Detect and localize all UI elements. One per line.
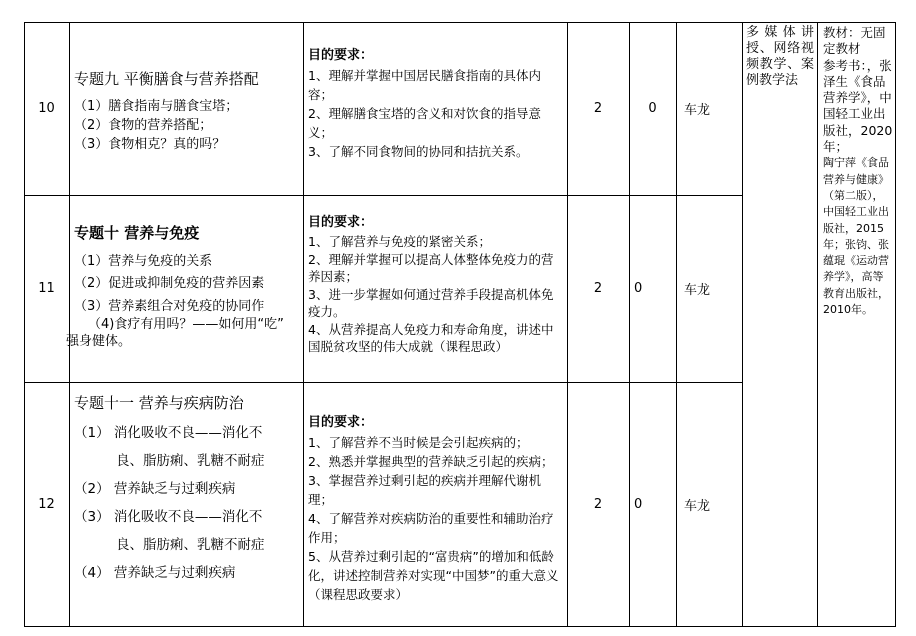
requirement-item: 3、进一步掌握如何通过营养手段提高机体免疫力。 (308, 286, 554, 319)
table-border-right (895, 22, 896, 627)
subtopic-item: （4)食疗有用吗？——如何用“吃” (88, 317, 284, 332)
teacher-name: 车龙 (684, 498, 711, 514)
teaching-method-cell (746, 25, 814, 89)
topic-title: 专题十 营养与免疫 (74, 224, 200, 242)
hours2-cell (629, 22, 676, 195)
subtopic-item: （1）膳食指南与膳食宝塔； (74, 99, 239, 114)
requirement-item: 4、从营养提高人免疫力和寿命角度，讲述中国脱贫攻坚的伟大成就（课程思政） (308, 321, 554, 354)
hours-cell (567, 22, 629, 195)
hours-cell (567, 382, 629, 626)
subtopic-item: 强身健体。 (66, 334, 132, 349)
row-number (24, 382, 69, 626)
topic-cell (74, 68, 303, 154)
teacher-name: 车龙 (684, 103, 711, 118)
column-divider (742, 22, 743, 627)
subtopic-item: （2）促进或抑制免疫的营养因素 (74, 276, 265, 291)
column-divider (817, 22, 818, 627)
hours2-value: 0 (634, 281, 643, 296)
requirement-item: 1、了解营养不当时候是会引起疾病的； (308, 435, 529, 450)
requirement-item: 2、理解并掌握可以提高人体整体免疫力的营养因素； (308, 251, 554, 284)
requirements-cell (308, 213, 564, 356)
table-border-top (24, 22, 896, 23)
row-number-text: 11 (38, 281, 55, 296)
requirements-heading: 目的要求： (308, 215, 374, 230)
row-number (24, 195, 69, 382)
subtopic-item: （3）食物相克？真的吗？ (74, 137, 226, 152)
subtopic-item: （1）营养与免疫的关系 (74, 254, 213, 269)
column-divider (69, 22, 70, 627)
subtopic-item: （3） 消化吸收不良——消化不 (74, 509, 263, 525)
teacher-cell (684, 382, 742, 626)
hours-value: 2 (593, 496, 603, 512)
requirement-item: 1、了解营养与免疫的紧密关系； (308, 234, 491, 249)
requirement-item: 1、理解并掌握中国居民膳食指南的具体内容； (308, 68, 541, 102)
row-number (24, 22, 69, 195)
topic-cell (74, 392, 303, 587)
requirements-heading: 目的要求： (308, 48, 374, 63)
requirement-item: 3、掌握营养过剩引起的疾病并理解代谢机理； (308, 473, 541, 507)
hours2-value: 0 (634, 496, 643, 512)
requirement-item: 5、从营养过剩引起的“富贵病”的增加和低龄化，讲述控制营养对实现“中国梦”的重大意义（课程思政要求） (308, 549, 559, 602)
hours2-cell (634, 195, 676, 382)
requirement-item: 4、了解营养对疾病防治的重要性和辅助治疗作用； (308, 511, 554, 545)
subtopic-item: （1） 消化吸收不良——消化不 (74, 425, 263, 441)
materials-reference-2: 陶宁萍《食品营养与健康》（第二版），中国轻工业出版社，2015年；张钧、张蕴琨《运动营养学》，高等教育出版社，2010年。 (823, 156, 889, 317)
teaching-method-text: 多媒体讲授、网络视频教学、案例教学法 (746, 25, 814, 88)
materials-cell (823, 25, 893, 318)
subtopic-item: （4） 营养缺乏与过剩疾病 (74, 565, 236, 581)
subtopic-item: （2） 营养缺乏与过剩疾病 (74, 481, 236, 497)
row-number-text: 10 (38, 101, 55, 116)
teacher-cell (684, 22, 742, 195)
subtopic-item: （3）营养素组合对免疫的协同作 (74, 299, 265, 314)
teacher-cell (684, 195, 742, 382)
requirement-item: 3、了解不同食物间的协同和拮抗关系。 (308, 144, 529, 159)
row-number-text: 12 (38, 496, 55, 512)
teacher-name: 车龙 (684, 283, 711, 298)
column-divider (676, 22, 677, 627)
materials-reference-1: 参考书：，张泽生《食品营养学》，中国轻工业出版社，2020年； (823, 57, 893, 155)
topic-title: 专题九 平衡膳食与营养搭配 (74, 70, 259, 88)
hours2-cell (634, 382, 676, 626)
requirements-heading: 目的要求： (308, 415, 374, 430)
requirements-cell (308, 46, 564, 161)
column-divider (303, 22, 304, 627)
table-border-bottom (24, 626, 896, 627)
subtopic-item: 良、脂肪痢、乳糖不耐症 (116, 537, 265, 553)
materials-textbook: 教材：无固定教材 (823, 25, 886, 57)
subtopic-item: 良、脂肪痢、乳糖不耐症 (116, 453, 265, 469)
hours-cell (567, 195, 629, 382)
requirement-item: 2、熟悉并掌握典型的营养缺乏引起的疾病； (308, 454, 554, 469)
requirement-item: 2、理解膳食宝塔的含义和对饮食的指导意义； (308, 106, 541, 140)
subtopic-item: （2）食物的营养搭配； (74, 118, 213, 133)
hours2-value: 0 (648, 101, 657, 116)
hours-value: 2 (593, 281, 603, 296)
topic-title: 专题十一 营养与疾病防治 (74, 394, 244, 412)
topic-cell (66, 222, 303, 382)
requirements-cell (308, 413, 564, 604)
hours-value: 2 (593, 101, 603, 116)
